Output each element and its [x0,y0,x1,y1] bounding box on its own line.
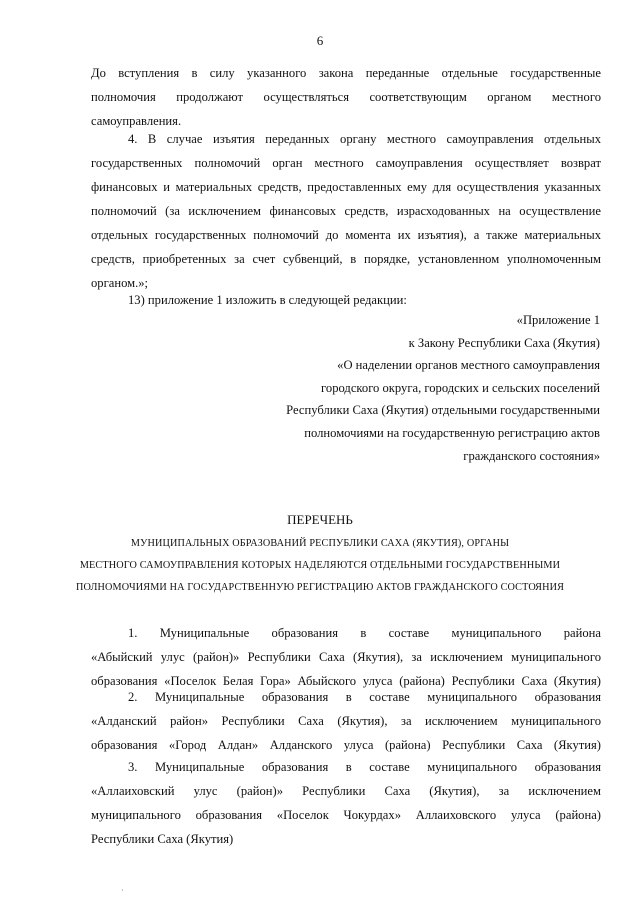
appendix-line: «О наделении органов местного самоуправления [337,358,600,373]
text-line: муниципального образования «Поселок Чокурдах» Аллаиховского улуса (района) [91,808,601,822]
appendix-line: гражданского состояния» [463,448,600,463]
list-item [91,621,601,693]
text-line: образования «Город Алдан» Алданского улуса (района) Республики Саха (Якутия) [91,738,601,752]
text-line: «Абыйский улус (район)» Республики Саха (Якутия), за исключением муниципального [91,650,601,664]
text-line: отдельных государственных полномочий до момента их изъятия), а также материальных [91,228,601,242]
text-line: «Аллаиховский улус (район)» Республики Саха (Якутия), за исключением [91,784,601,798]
list-title: ПЕРЕЧЕНЬ [287,512,353,527]
page-number: 6 [316,33,324,48]
text-line: «Алданский район» Республики Саха (Якутия), за исключением муниципального [91,714,601,728]
text-line: 13) приложение 1 изложить в следующей редакции: [128,293,407,307]
text-line: полномочия продолжают осуществляться соответствующим органом местного [91,90,601,104]
text-line: 4. В случае изъятия переданных органу местного самоуправления отдельных [128,132,601,146]
text-line: самоуправления. [91,114,182,128]
text-line: Республики Саха (Якутия) [91,832,234,846]
intro-paragraph [91,61,601,133]
list-item [91,755,601,851]
subtitle-line: ПОЛНОМОЧИЯМИ НА ГОСУДАРСТВЕННУЮ РЕГИСТРАЦИЮ АКТОВ ГРАЖДАНСКОГО СОСТОЯНИЯ [75,582,565,593]
list-subtitle [0,533,640,599]
appendix-line: к Закону Республики Саха (Якутия) [408,335,600,350]
text-line: государственных полномочий орган местного самоуправления осуществляет возврат [91,156,601,170]
text-line: полномочий (за исключением финансовых средств, израсходованных на осуществление [91,204,601,218]
text-line: органом.»; [91,276,149,290]
text-line: образования «Поселок Белая Гора» Абыйского улуса (района) Республики Саха (Якутия) [91,674,601,688]
list-item [91,685,601,757]
text-line: 2. Муниципальные образования в составе муниципального образования [128,690,601,704]
text-line: 3. Муниципальные образования в составе муниципального образования [128,760,601,774]
appendix-line: полномочиями на государственную регистрацию актов [304,425,600,440]
text-line: До вступления в силу указанного закона переданные отдельные государственные [91,66,601,80]
stray-mark: · [121,886,124,895]
appendix-line: «Приложение 1 [516,313,600,327]
subtitle-line: МУНИЦИПАЛЬНЫХ ОБРАЗОВАНИЙ РЕСПУБЛИКИ САХА (ЯКУТИЯ), ОРГАНЫ [130,538,510,549]
appendix-header [286,309,600,467]
appendix-line: городского округа, городских и сельских поселений [321,380,600,395]
text-line: средств, приобретенных за счет субвенций, в порядке, установленном уполномоченным [91,252,601,266]
text-line: 1. Муниципальные образования в составе муниципального района [128,626,601,640]
appendix-line: Республики Саха (Якутия) отдельными государственными [286,403,600,418]
paragraph-4 [91,127,601,295]
text-line: финансовых и материальных средств, предоставленных ему для осуществления указанных [91,180,601,194]
subtitle-line: МЕСТНОГО САМОУПРАВЛЕНИЯ КОТОРЫХ НАДЕЛЯЮТСЯ ОТДЕЛЬНЫМИ ГОСУДАРСТВЕННЫМИ [79,560,561,571]
